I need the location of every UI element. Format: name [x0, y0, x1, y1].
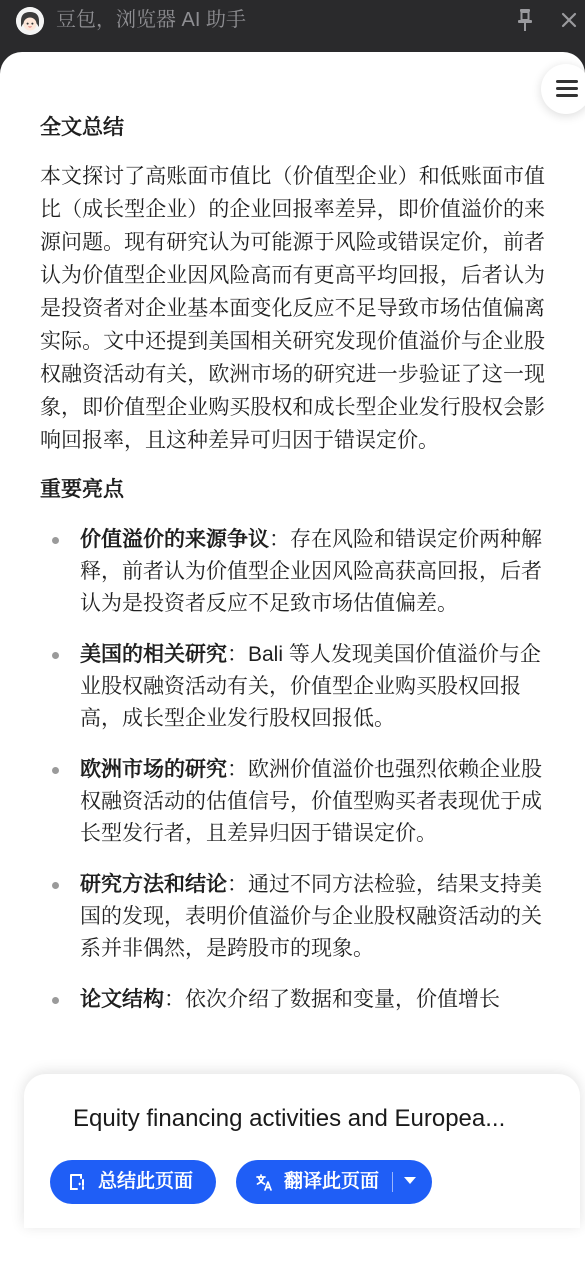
highlight-title: 研究方法和结论	[80, 873, 227, 896]
close-icon	[556, 6, 582, 34]
highlight-text: ：存在风险和错误定价两种解释，前者认为价值型企业因风险高获高回报，后者认为是投资者反应不足致市场估值偏差。	[80, 528, 542, 615]
list-item	[40, 869, 545, 965]
list-item	[40, 754, 545, 850]
highlight-title: 价值溢价的来源争议	[80, 528, 269, 551]
menu-button[interactable]	[541, 64, 585, 114]
summary-text: 本文探讨了高账面市值比（价值型企业）和低账面市值比（成长型企业）的企业回报率差异，即价值溢价的来源问题。现有研究认为可能源于风险或错误定价，前者认为价值型企业因风险高而有更高平均回报，后者认为是投资者对企业基本面变化反应不足导致市场估值偏离实际。文中还提到美国相关研究发现价值溢价与企业股权融资活动有关，欧洲市场的研究进一步验证了这一现象，即价值型企业购买股权和成长型企业发行股权会影响回报率，且这种差异可归因于错误定价。	[40, 165, 545, 452]
bullet-dot	[52, 882, 59, 889]
pin-button[interactable]	[512, 6, 538, 34]
list-item	[40, 639, 545, 735]
highlight-title: 美国的相关研究	[80, 643, 227, 666]
summary-content	[40, 112, 545, 1035]
translate-page-button[interactable]	[236, 1160, 432, 1204]
hamburger-menu-line	[556, 94, 578, 97]
highlight-text: ：通过不同方法检验，结果支持美国的发现，表明价值溢价与企业股权融资活动的关系并非偶然，是跨股市的现象。	[80, 873, 542, 960]
bullet-dot	[52, 767, 59, 774]
highlights-heading: 重要亮点	[40, 478, 124, 501]
highlight-text: ：欧洲价值溢价也强烈依赖企业股权融资活动的估值信号，价值型购买者表现优于成长型发行者，且差异归因于错误定价。	[80, 758, 542, 845]
page-action-card	[24, 1074, 580, 1228]
list-item	[40, 524, 545, 620]
highlight-title: 论文结构	[80, 988, 164, 1011]
bullet-dot	[52, 997, 59, 1004]
hamburger-menu-icon	[556, 80, 578, 83]
highlight-text: ：依次介绍了数据和变量，价值增长	[164, 988, 500, 1011]
translate-icon	[254, 1172, 274, 1192]
summarize-page-button[interactable]	[50, 1160, 216, 1204]
bullet-dot	[52, 537, 59, 544]
summarize-page-icon	[68, 1172, 88, 1192]
button-divider	[392, 1172, 393, 1192]
doubao-avatar-icon	[16, 7, 44, 35]
highlight-title: 欧洲市场的研究	[80, 758, 227, 781]
app-title: 豆包，浏览器 AI 助手	[56, 9, 247, 31]
bullet-dot	[52, 652, 59, 659]
pin-icon	[512, 6, 538, 34]
summary-heading: 全文总结	[40, 116, 124, 139]
current-page-title: Equity financing activities and Europea...	[73, 1105, 506, 1132]
chevron-down-icon[interactable]	[404, 1177, 416, 1184]
highlight-text: ：Bali 等人发现美国价值溢价与企业股权融资活动有关，价值型企业购买股权回报高，成长型企业发行股权回报低。	[80, 643, 541, 730]
list-item	[40, 984, 545, 1016]
highlights-list	[40, 524, 545, 1016]
hamburger-menu-line	[556, 87, 578, 90]
close-button[interactable]	[556, 6, 582, 34]
translate-page-label: 翻译此页面	[284, 1171, 380, 1192]
title-bar	[0, 0, 585, 52]
summarize-page-label: 总结此页面	[98, 1171, 194, 1192]
